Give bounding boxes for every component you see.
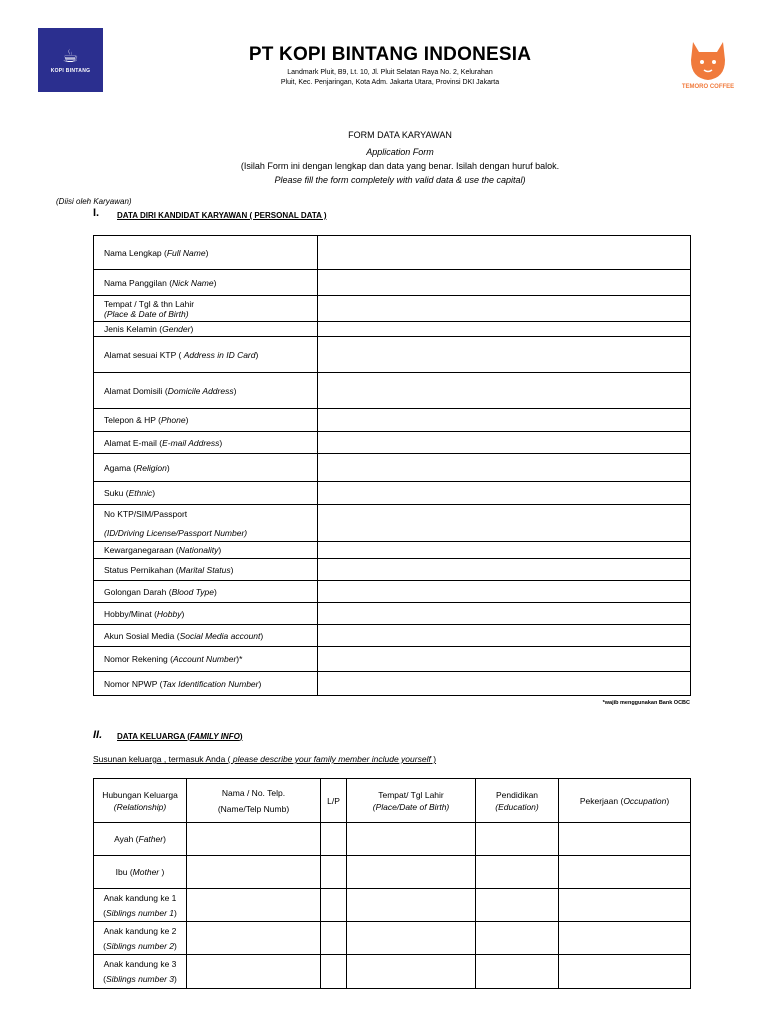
col-birth-en: (Place/Date of Birth) xyxy=(372,801,450,812)
family-rel-en: Mother xyxy=(132,867,160,877)
section2-title-en: FAMILY INFO xyxy=(189,732,240,741)
form-instruction-id: (Isilah Form ini dengan lengkap dan data yang benar. Isilah dengan huruf balok. xyxy=(240,161,560,171)
col-occupation-end: ) xyxy=(666,795,670,806)
personal-label-id: Nama Lengkap ( xyxy=(104,247,167,258)
cat-icon xyxy=(687,38,729,82)
personal-value-field[interactable] xyxy=(318,373,691,409)
personal-label-end: ) xyxy=(255,349,259,360)
family-row xyxy=(94,823,691,856)
personal-label-id: Alamat sesuai KTP ( xyxy=(104,349,184,360)
personal-label-end: ) xyxy=(258,678,262,689)
col-birth xyxy=(347,779,476,823)
personal-row-label xyxy=(94,603,318,625)
family-intro-suffix: ) xyxy=(430,754,437,764)
coffee-cup-icon: ☕ xyxy=(62,45,79,66)
section2-title-prefix: DATA KELUARGA ( xyxy=(117,732,190,741)
section2-number: II. xyxy=(93,729,103,741)
personal-label-en: Ethnic xyxy=(128,488,153,498)
personal-row-label xyxy=(94,542,318,559)
personal-value-field[interactable] xyxy=(318,337,691,373)
personal-value-field[interactable] xyxy=(318,454,691,482)
col-education-id: Pendidikan xyxy=(495,789,539,800)
family-rel-en: Siblings number 1 xyxy=(105,907,175,918)
personal-value-field[interactable] xyxy=(318,236,691,270)
personal-row xyxy=(94,454,691,482)
form-heading xyxy=(150,128,650,187)
family-value-field[interactable] xyxy=(347,856,476,889)
personal-data-table xyxy=(93,235,691,696)
personal-label-en: Social Media account xyxy=(179,630,261,641)
family-value-field[interactable] xyxy=(476,955,559,989)
personal-label-en: E-mail Address xyxy=(162,437,220,448)
family-data-table xyxy=(93,778,691,989)
family-rel-en: Siblings number 3 xyxy=(105,974,175,984)
personal-label-en: Hobby xyxy=(156,608,182,619)
personal-label-id: Hobby/Minat ( xyxy=(104,608,157,619)
form-title: FORM DATA KARYAWAN xyxy=(348,130,452,140)
personal-row-label xyxy=(94,505,318,542)
personal-label-id: Tempat / Tgl & thn Lahir xyxy=(104,298,195,309)
col-education-en: (Education) xyxy=(495,801,539,812)
personal-row-label xyxy=(94,270,318,296)
personal-value-field[interactable] xyxy=(318,296,691,322)
family-value-field[interactable] xyxy=(559,955,691,989)
col-relationship-en: (Relationship) xyxy=(113,801,167,812)
family-rel-end: ) xyxy=(159,867,165,877)
family-relationship-cell: Anak kandung ke 3 (Siblings number 3) xyxy=(94,955,187,989)
personal-row xyxy=(94,270,691,296)
col-name-id: Nama / No. Telp. xyxy=(221,787,286,798)
personal-row xyxy=(94,409,691,432)
personal-value-field[interactable] xyxy=(318,432,691,454)
logo-right-text: TEMORO COFFEE xyxy=(681,84,735,90)
company-address-line2: Pluit, Kec. Penjaringan, Kota Adm. Jakarta Utara, Provinsi DKI Jakarta xyxy=(280,79,500,86)
section1-number: I. xyxy=(93,207,100,219)
personal-label-en: Account Number xyxy=(172,654,237,664)
family-value-field[interactable] xyxy=(476,823,559,856)
personal-label-end: ) xyxy=(260,630,264,641)
personal-label-end: ) xyxy=(230,564,234,575)
col-occupation xyxy=(559,779,691,823)
personal-value-field[interactable] xyxy=(318,647,691,672)
col-relationship-id: Hubungan Keluarga xyxy=(102,789,178,800)
personal-row-label xyxy=(94,581,318,603)
col-gender: L/P xyxy=(321,779,347,823)
family-value-field[interactable] xyxy=(559,889,691,922)
family-value-field[interactable] xyxy=(559,922,691,955)
personal-row-label xyxy=(94,236,318,270)
family-value-field[interactable] xyxy=(187,856,321,889)
personal-label-en: Marital Status xyxy=(178,564,231,575)
family-value-field[interactable] xyxy=(559,823,691,856)
personal-label-id: Akun Sosial Media ( xyxy=(104,630,180,641)
personal-label-id: No KTP/SIM/Passport xyxy=(104,508,188,519)
temoro-coffee-logo xyxy=(683,38,733,96)
bank-note: *wajib menggunakan Bank OCBC xyxy=(602,700,690,706)
family-value-field[interactable] xyxy=(347,955,476,989)
personal-label-end: ) xyxy=(166,462,170,473)
family-value-field[interactable] xyxy=(476,856,559,889)
family-rel-en: Father xyxy=(138,834,164,844)
family-rel-en: Siblings number 2 xyxy=(105,940,175,951)
personal-row-label xyxy=(94,647,318,672)
personal-label-id: Alamat E-mail ( xyxy=(104,437,163,448)
personal-row xyxy=(94,322,691,337)
personal-row-label xyxy=(94,409,318,432)
family-rel-id: Ibu ( xyxy=(115,867,133,877)
personal-row-label xyxy=(94,337,318,373)
personal-value-field[interactable] xyxy=(318,625,691,647)
family-row xyxy=(94,922,691,955)
personal-label-end: ) xyxy=(233,385,237,396)
family-value-field[interactable] xyxy=(347,922,476,955)
personal-label-en: Blood Type xyxy=(171,586,214,597)
personal-label-en: Religion xyxy=(136,462,167,473)
col-relationship xyxy=(94,779,187,823)
personal-label-end: ) xyxy=(213,277,217,288)
filled-by-note: (Diisi oleh Karyawan) xyxy=(56,197,132,206)
company-header xyxy=(220,44,560,88)
form-subtitle: Application Form xyxy=(366,147,434,157)
family-value-field[interactable] xyxy=(559,856,691,889)
personal-label-id: Nomor Rekening ( xyxy=(104,654,173,664)
section2-title-suffix: ) xyxy=(239,732,243,741)
family-relationship-cell xyxy=(94,856,187,889)
personal-label-end: ) xyxy=(185,415,189,425)
personal-row xyxy=(94,625,691,647)
col-education xyxy=(476,779,559,823)
family-rel-id: Anak kandung ke 1 xyxy=(103,892,177,903)
family-value-field[interactable] xyxy=(321,823,347,856)
personal-row xyxy=(94,236,691,270)
family-rel-id: Anak kandung ke 2 xyxy=(103,925,177,936)
personal-row xyxy=(94,296,691,322)
family-value-field[interactable] xyxy=(321,922,347,955)
personal-label-id: Alamat Domisili ( xyxy=(104,385,168,396)
family-value-field[interactable] xyxy=(321,955,347,989)
personal-row xyxy=(94,672,691,696)
personal-label-en: (Place & Date of Birth) xyxy=(104,308,189,319)
personal-row-label xyxy=(94,482,318,505)
personal-row-label xyxy=(94,296,318,322)
personal-row-label xyxy=(94,672,318,696)
personal-row xyxy=(94,581,691,603)
personal-label-en: Domicile Address xyxy=(167,385,234,396)
personal-label-en: Nick Name xyxy=(172,277,214,288)
personal-label-id: Status Pernikahan ( xyxy=(104,564,179,575)
personal-row xyxy=(94,542,691,559)
logo-left-text: KOPI BINTANG xyxy=(50,67,91,74)
personal-value-field[interactable] xyxy=(318,672,691,696)
personal-value-field[interactable] xyxy=(318,270,691,296)
personal-row xyxy=(94,432,691,454)
section2-title xyxy=(117,732,243,741)
personal-label-id: Nama Panggilan ( xyxy=(104,277,173,288)
personal-row xyxy=(94,337,691,373)
personal-value-field[interactable] xyxy=(318,409,691,432)
kopi-bintang-logo xyxy=(38,28,103,92)
col-name-en: (Name/Telp Numb) xyxy=(217,803,290,814)
personal-label-id: Telepon & HP ( xyxy=(104,415,162,425)
personal-row-label xyxy=(94,625,318,647)
family-relationship-cell xyxy=(94,823,187,856)
section1-title: DATA DIRI KANDIDAT KARYAWAN ( PERSONAL DATA ) xyxy=(117,211,327,220)
family-value-field[interactable] xyxy=(476,922,559,955)
family-row xyxy=(94,889,691,922)
personal-label-en: (ID/Driving License/Passport Number) xyxy=(104,527,248,538)
personal-row-label xyxy=(94,373,318,409)
family-value-field[interactable] xyxy=(187,955,321,989)
family-intro-en: please describe your family member include yourself xyxy=(232,754,431,764)
family-value-field[interactable] xyxy=(476,889,559,922)
personal-label-id: Suku ( xyxy=(104,488,129,498)
personal-value-field[interactable] xyxy=(318,542,691,559)
col-name xyxy=(187,779,321,823)
personal-value-field[interactable] xyxy=(318,322,691,337)
family-value-field[interactable] xyxy=(321,889,347,922)
personal-value-field[interactable] xyxy=(318,581,691,603)
personal-label-end: ) xyxy=(152,488,156,498)
personal-label-en: Phone xyxy=(161,415,186,425)
personal-label-en: Address in ID Card xyxy=(183,349,256,360)
company-address-line1: Landmark Pluit, B9, Lt. 10, Jl. Pluit Selatan Raya No. 2, Kelurahan xyxy=(287,69,493,76)
personal-label-id: Jenis Kelamin ( xyxy=(104,324,163,334)
personal-label-en: Tax Identification Number xyxy=(162,678,259,689)
personal-row xyxy=(94,505,691,542)
personal-label-end: ) xyxy=(205,247,209,258)
personal-row xyxy=(94,647,691,672)
col-occupation-en: Occupation xyxy=(623,795,667,806)
personal-label-end: ) xyxy=(219,437,223,448)
personal-label-id: Kewarganegaraan ( xyxy=(104,545,179,555)
family-value-field[interactable] xyxy=(321,856,347,889)
family-intro xyxy=(93,754,436,764)
family-relationship-cell: Anak kandung ke 1 (Siblings number 1) xyxy=(94,889,187,922)
family-row xyxy=(94,955,691,989)
personal-row xyxy=(94,482,691,505)
col-occupation-id: Pekerjaan ( xyxy=(579,795,624,806)
form-instruction-en: Please fill the form completely with valid data & use the capital) xyxy=(274,175,526,185)
personal-label-en: Full Name xyxy=(166,247,206,258)
personal-value-field[interactable] xyxy=(318,505,691,542)
personal-label-end: ) xyxy=(213,586,217,597)
personal-value-field[interactable] xyxy=(318,482,691,505)
family-rel-end: ) xyxy=(163,834,166,844)
personal-row xyxy=(94,373,691,409)
personal-row-label xyxy=(94,432,318,454)
family-row xyxy=(94,856,691,889)
personal-row-label xyxy=(94,559,318,581)
family-intro-prefix: Susunan keluarga , termasuk Anda ( xyxy=(93,754,233,764)
personal-row-label xyxy=(94,322,318,337)
family-value-field[interactable] xyxy=(347,823,476,856)
family-value-field[interactable] xyxy=(347,889,476,922)
personal-label-end: ) xyxy=(190,324,194,334)
personal-row-label xyxy=(94,454,318,482)
personal-value-field[interactable] xyxy=(318,559,691,581)
family-value-field[interactable] xyxy=(187,889,321,922)
personal-label-end: ) xyxy=(218,545,222,555)
col-birth-id: Tempat/ Tgl Lahir xyxy=(378,789,444,800)
personal-label-id: Golongan Darah ( xyxy=(104,586,172,597)
family-value-field[interactable] xyxy=(187,922,321,955)
family-rel-id: Ayah ( xyxy=(114,834,139,844)
personal-label-id: Agama ( xyxy=(104,462,137,473)
personal-label-en: Gender xyxy=(162,324,191,334)
personal-row xyxy=(94,603,691,625)
personal-label-end: ) xyxy=(181,608,185,619)
family-value-field[interactable] xyxy=(187,823,321,856)
personal-row xyxy=(94,559,691,581)
family-relationship-cell: Anak kandung ke 2 (Siblings number 2) xyxy=(94,922,187,955)
personal-label-end: )* xyxy=(236,654,243,664)
company-name: PT KOPI BINTANG INDONESIA xyxy=(248,44,532,65)
family-rel-id: Anak kandung ke 3 xyxy=(103,959,177,969)
personal-label-id: Nomor NPWP ( xyxy=(104,678,163,689)
personal-label-en: Nationality xyxy=(178,545,219,555)
personal-value-field[interactable] xyxy=(318,603,691,625)
